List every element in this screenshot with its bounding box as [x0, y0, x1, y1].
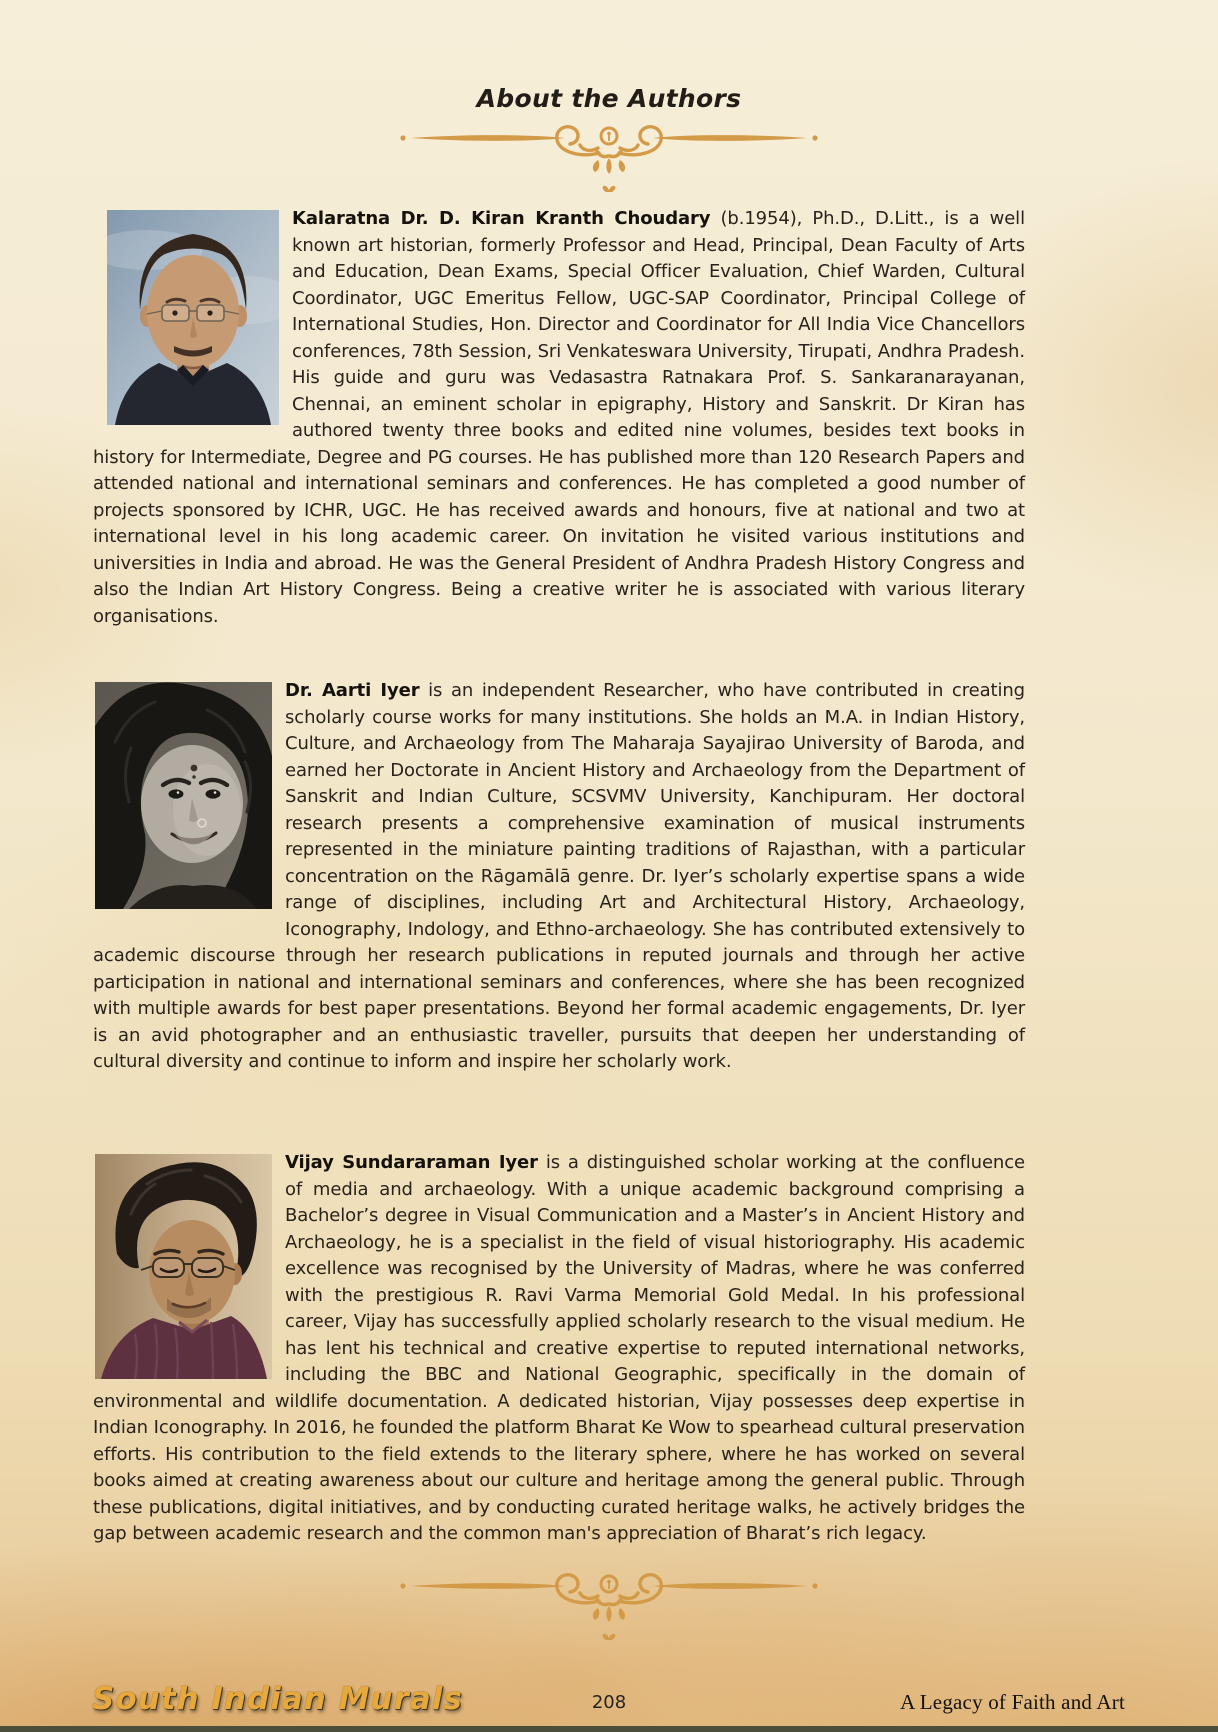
author-photo-vijay [95, 1154, 272, 1379]
author-photo-aarti [95, 682, 272, 909]
page-header [0, 84, 1218, 192]
author-name: Vijay Sundararaman Iyer [285, 1152, 538, 1173]
footer-book-title: South Indian Murals [92, 1681, 463, 1717]
author-bio-vijay-sundararaman-iyer [93, 1150, 1025, 1548]
author-name: Dr. Aarti Iyer [285, 680, 420, 701]
page-edge-strip [0, 1726, 1218, 1732]
author-bio-text: (b.1954), Ph.D., D.Litt., is a well known art historian, formerly Professor and Head, Principal, Dean Faculty of Arts and Education, Dean Exams, Special Officer Evaluation, Chief Warden, Cultural Coordinator, UGC Emeritus Fellow, UGC-SAP Coordinator, Principal College of International Studies, Hon. Director and Coordinator for All India Vice Chancellors conferences, 78th Session, Sri Venkateswara University, Tirupati, Andhra Pradesh. His guide and guru was Vedasastra Ratnakara Prof. S. Sankaranarayanan, Chennai, an eminent scholar in epigraphy, History and Sanskrit. Dr Kiran has authored twenty three books and edited nine volumes, besides text books in history for Intermediate, Degree and PG courses. He has published more than 120 Research Papers and attended national and international seminars and conferences. He has completed a good number of projects sponsored by ICHR, UGC. He has received awards and honours, five at national and two at international level in his long academic career. On invitation he visited various institutions and universities in India and abroad. He was the General President of Andhra Pradesh History Congress and also the Indian Art History Congress. Being a creative writer he is associated with various literary organisations. [93, 208, 1025, 627]
scroll-divider-icon [399, 120, 819, 192]
author-bio-text: is a distinguished scholar working at the confluence of media and archaeology. With a unique academic background comprising a Bachelor’s degree in Visual Communication and a Master’s in Ancient History and Archaeology, he is a specialist in the field of visual historiography. His academic excellence was recognised by the University of Madras, where he was conferred with the prestigious R. Ravi Varma Memorial Gold Medal. In his professional career, Vijay has successfully applied scholarly research to the visual medium. He has lent his technical and creative expertise to reputed international networks, including the BBC and National Geographic, specifically in the domain of environmental and wildlife documentation. A dedicated historian, Vijay possesses deep expertise in Indian Iconography. In 2016, he founded the platform Bharat Ke Wow to spearhead cultural preservation efforts. His contribution to the field extends to the literary sphere, where he has worked on several books aimed at creating awareness about our culture and heritage among the general public. Through these publications, digital initiatives, and by conducting curated heritage walks, he actively bridges the gap between academic research and the common man's appreciation of Bharat’s rich legacy. [93, 1152, 1025, 1544]
author-bio-text: is an independent Researcher, who have contributed in creating scholarly course works for many institutions. She holds an M.A. in Indian History, Culture, and Archaeology from The Maharaja Sayajirao University of Baroda, and earned her Doctorate in Ancient History and Archaeology from the Department of Sanskrit and Indian Culture, SCSVMV University, Kanchipuram. Her doctoral research presents a comprehensive examination of musical instruments represented in the miniature painting traditions of Rajasthan, with a particular concentration on the Rāgamālā genre. Dr. Iyer’s scholarly expertise spans a wide range of disciplines, including Art and Architectural History, Archaeology, Iconography, Indology, and Ethno-archaeology. She has contributed extensively to academic discourse through her research publications in reputed journals and through her active participation in national and international seminars and conferences, where she has been recognized with multiple awards for best paper presentations. Beyond her formal academic engagements, Dr. Iyer is an avid photographer and an enthusiastic traveller, pursuits that deepen her understanding of cultural diversity and continue to inform and inspire her scholarly work. [93, 680, 1026, 1072]
author-bio-aarti-iyer [93, 678, 1025, 1076]
author-photo-kiran [107, 210, 279, 425]
footer-tagline: A Legacy of Faith and Art [900, 1690, 1125, 1714]
scroll-divider-icon [399, 1568, 819, 1640]
author-bio-kiran-kranth-choudary [93, 206, 1025, 630]
author-name: Kalaratna Dr. D. Kiran Kranth Choudary [292, 208, 711, 229]
footer-page-number: 208 [591, 1692, 627, 1713]
page-title: About the Authors [476, 84, 742, 113]
